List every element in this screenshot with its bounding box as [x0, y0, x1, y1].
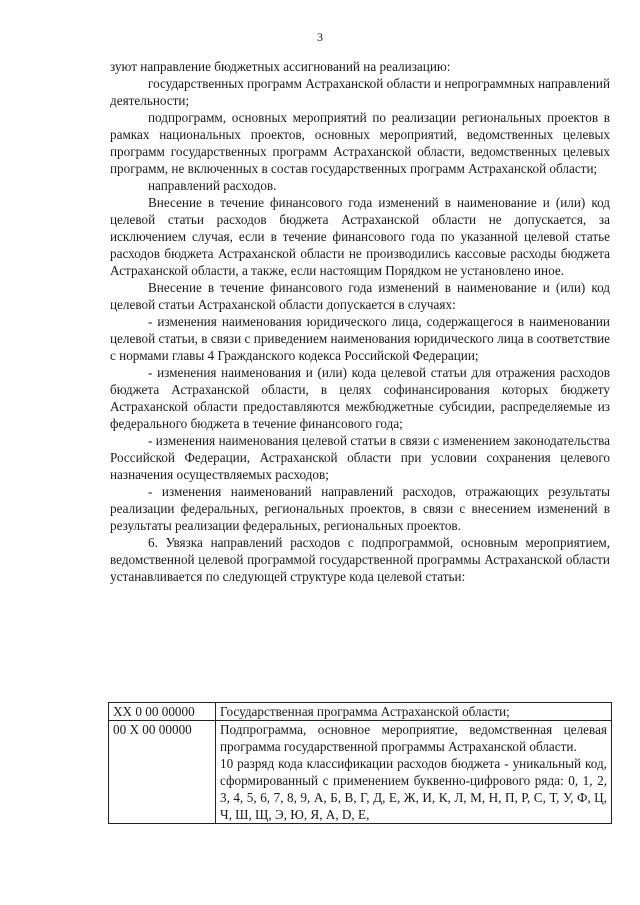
table-row	[109, 703, 612, 721]
page-number: 3	[317, 30, 323, 44]
description-cell	[216, 703, 612, 721]
paragraph: 6. Увязка направлений расходов с подпрограммой, основным мероприятием, ведомственной целевой программой государственной программы Астраханской области устанавливается по следующей структуре кода целевой статьи:	[110, 535, 610, 584]
paragraph: - изменения наименования целевой статьи в связи с изменением законодательства Российской Федерации, Астраханской области при условии сохранения целевого назначения осуществляемых расходов;	[110, 433, 610, 482]
document-body	[110, 58, 610, 585]
description-text: Государственная программа Астраханской области;	[220, 704, 510, 719]
code-cell: 00 X 00 00000	[109, 721, 216, 824]
paragraph: - изменения наименования юридического лица, содержащегося в наименовании целевой статьи, в связи с приведением наименования юридического лица в соответствие с нормами главы 4 Гражданского кодекса Российской Федерации;	[110, 314, 610, 363]
paragraph: подпрограмм, основных мероприятий по реализации региональных проектов в рамках национальных проектов, основных мероприятий, ведомственных целевых программ государственных программ Астраханской области, ведомственных целевых программ, не включенных в состав государственных программ Астраханской области;	[110, 110, 610, 176]
code-structure-table	[108, 702, 612, 824]
description-cell	[216, 721, 612, 824]
code-cell: XX 0 00 00000	[109, 703, 216, 721]
paragraph: государственных программ Астраханской области и непрограммных направлений деятельности;	[110, 76, 610, 108]
description-text: 10 разряд кода классификации расходов бюджета - уникальный код, сформированный с применением буквенно-цифрового ряда: 0, 1, 2, 3, 4, 5, 6, 7, 8, 9, А, Б, В, Г, Д, Е, Ж, И, К, Л, М, Н, П, Р, С, Т, У, Ф, Ц, Ч, Ш, Щ, Э, Ю, Я, A, D, E,	[220, 756, 607, 822]
paragraph: - изменения наименования и (или) кода целевой статьи для отражения расходов бюджета Астраханской области, в целях софинансирования которых бюджету Астраханской области предоставляются межбюджетные субсидии, распределяемые из федерального бюджета в течение финансового года;	[110, 365, 610, 431]
paragraph: - изменения наименований направлений расходов, отражающих результаты реализации федеральных, региональных проектов, в связи с внесением изменений в результаты реализации федеральных, региональных проектов.	[110, 484, 610, 533]
paragraph: Внесение в течение финансового года изменений в наименование и (или) код целевой статьи расходов бюджета Астраханской области не допускается, за исключением случая, если в течение финансового года по указанной целевой статье расходов бюджета Астраханской области не производились кассовые расходы бюджета Астраханской области, а также, если настоящим Порядком не установлено иное.	[110, 195, 610, 278]
paragraph: зуют направление бюджетных ассигнований на реализацию:	[110, 59, 451, 74]
table-row	[109, 721, 612, 824]
paragraph: Внесение в течение финансового года изменений в наименование и (или) код целевой статьи Астраханской области допускается в случаях:	[110, 280, 610, 312]
description-text: Подпрограмма, основное мероприятие, ведомственная целевая программа государственной программы Астраханской области.	[220, 722, 607, 754]
paragraph: направлений расходов.	[148, 178, 277, 193]
